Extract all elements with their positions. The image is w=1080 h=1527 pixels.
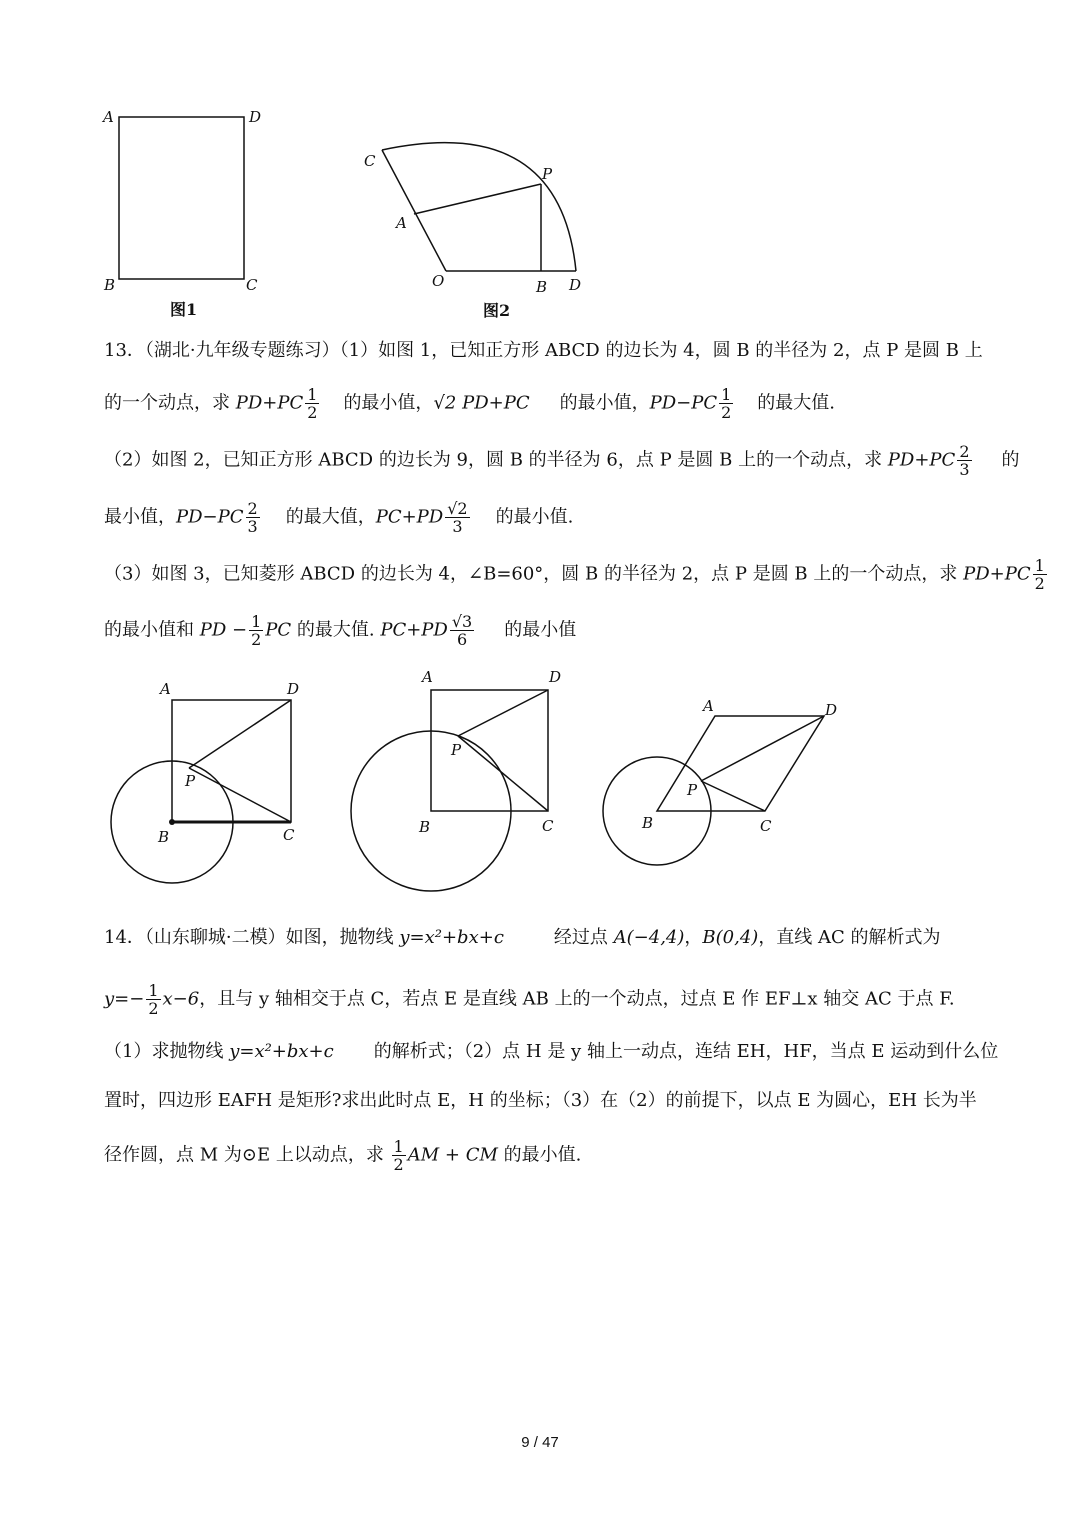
fraction-numerator: 1 [721, 385, 732, 404]
q14-text-3a: （1）求抛物线 [104, 1041, 230, 1062]
q14-parabola-eq-2: y=x²+bx+c [229, 1041, 334, 1062]
q13-expr-5: PD−PC [176, 506, 244, 528]
q13-fraction-5 [246, 500, 260, 535]
mid-fig2-label-P: P [451, 741, 462, 759]
mid-figure-3 [603, 716, 824, 865]
q13-text-2a: 的一个动点，求 [104, 392, 236, 414]
q14-line-eq-2: x−6 [162, 988, 200, 1010]
q13-line-1 [104, 338, 983, 364]
q14-text-1a: 14．（山东聊城·二模）如图，抛物线 [104, 927, 400, 948]
mid-fig1-center-dot [169, 819, 175, 825]
fraction-denominator: 6 [456, 630, 468, 649]
fraction-numerator: √2 [447, 499, 468, 518]
q13-text-4c: 的最小值. [495, 506, 574, 528]
fraction-denominator: 3 [452, 517, 463, 536]
fig1-label-A: A [103, 108, 114, 126]
q13-expr-3: PD−PC [649, 392, 718, 414]
q13-text-2d: 的最大值. [757, 392, 836, 414]
q14-fraction-1 [146, 982, 160, 1017]
fig2-label-C: C [364, 152, 376, 170]
top-figures [0, 0, 1080, 330]
q13-line-4 [104, 500, 573, 535]
mid-fig1-label-A: A [160, 680, 171, 698]
middle-figures [0, 660, 1080, 900]
q13-text-1: 13．（湖北·九年级专题练习）（1）如图 1，已知正方形 ABCD 的边长为 4，圆 B 的半径为 2，点 P 是圆 B 上 [104, 340, 983, 361]
q13-fraction-3 [719, 386, 733, 421]
q13-text-6b: 的最大值. [291, 619, 381, 641]
page-number: 9 / 47 [521, 1434, 559, 1451]
fraction-denominator: 3 [959, 460, 970, 479]
fig2-label-P: P [542, 165, 553, 183]
fraction-denominator: 2 [1034, 574, 1045, 593]
q13-expr-8: PD − [199, 619, 248, 641]
fig1-caption: 图1 [170, 300, 198, 319]
mid-fig2-label-A: A [422, 668, 433, 686]
fraction-denominator: 2 [721, 403, 732, 422]
fig1-label-C: C [246, 276, 258, 294]
fig1-label-D: D [249, 108, 262, 126]
q13-fraction-7 [1033, 557, 1047, 592]
q13-fraction-4 [957, 443, 971, 478]
fig2-label-A: A [396, 214, 407, 232]
fraction-numerator: 1 [148, 981, 159, 1000]
mid-fig2-label-B: B [419, 818, 431, 836]
q13-text-5a: （3）如图 3，已知菱形 ABCD 的边长为 4，∠B=60°，圆 B 的半径为 2，点 P 是圆 B 上的一个动点，求 [104, 563, 964, 585]
q13-expr-1: PD+PC [235, 392, 304, 414]
mid-fig3-label-P: P [687, 781, 698, 799]
fraction-numerator: 1 [393, 1137, 404, 1156]
q13-fraction-1 [305, 386, 319, 421]
q14-text-4: 置时，四边形 EAFH 是矩形?求出此时点 E，H 的坐标；（3）在（2）的前提下，以点 E 为圆心，EH 长为半 [104, 1090, 977, 1111]
mid-figure-2 [351, 690, 548, 891]
mid-figure-1 [111, 700, 291, 883]
q13-line-5 [104, 557, 1049, 592]
q14-line-3 [104, 1039, 998, 1065]
q14-text-5a: 径作圆，点 M 为⊙E 上以动点，求 [104, 1144, 390, 1166]
q14-line-1 [104, 925, 941, 951]
q14-text-5b: 的最小值. [497, 1144, 582, 1166]
fraction-numerator: 2 [959, 442, 970, 461]
q13-fraction-9 [450, 613, 474, 648]
q14-expr-am-cm: AM + CM [407, 1144, 498, 1166]
q14-text-3b: 的解析式；（2）点 H 是 y 轴上一动点，连结 EH，HF，当点 E 运动到什么位 [373, 1041, 999, 1062]
mid-fig1-label-D: D [287, 680, 300, 698]
q13-text-4a: 最小值， [104, 506, 176, 528]
mid-fig3-label-D: D [825, 701, 838, 719]
q13-expr-2: √2 PD+PC [433, 392, 530, 414]
q14-point-B: B(0,4) [702, 927, 759, 948]
mid-fig1-label-P: P [185, 772, 196, 790]
q13-text-3b: 的 [1001, 449, 1020, 471]
q13-text-6c: 的最小值 [504, 619, 577, 641]
fraction-numerator: 1 [1034, 556, 1045, 575]
fraction-denominator: 2 [307, 403, 318, 422]
fig2-label-D: D [569, 276, 582, 294]
q14-parabola-eq: y=x²+bx+c [399, 927, 504, 948]
q14-point-A: A(−4,4) [613, 927, 685, 948]
q13-text-2c: 的最小值， [559, 392, 650, 414]
q13-expr-7: PD+PC [963, 563, 1031, 585]
q13-text-2b: 的最小值， [343, 392, 434, 414]
fraction-denominator: 2 [393, 1155, 404, 1174]
q14-text-1c: ， [684, 927, 703, 948]
q13-expr-9: PC [265, 619, 292, 641]
fraction-denominator: 3 [247, 517, 258, 536]
q14-fraction-2 [392, 1138, 406, 1173]
q14-line-eq-1: y=− [104, 988, 145, 1010]
q14-line-2 [104, 982, 955, 1017]
q14-text-1d: ，直线 AC 的解析式为 [758, 927, 941, 948]
q13-expr-10: PC+PD [380, 619, 448, 641]
mid-fig1-label-B: B [158, 828, 170, 846]
q14-line-5 [104, 1138, 581, 1173]
fig2-label-B: B [536, 278, 548, 296]
q13-line-3 [104, 443, 1020, 478]
figure-1-square [119, 117, 244, 279]
fig1-label-B: B [104, 276, 116, 294]
fraction-numerator: 1 [307, 385, 318, 404]
q13-line-6 [104, 613, 576, 648]
mid-fig2-label-C: C [542, 817, 554, 835]
mid-fig3-label-C: C [760, 817, 772, 835]
q13-expr-4: PD+PC [887, 449, 956, 471]
mid-fig1-label-C: C [283, 826, 295, 844]
fraction-denominator: 2 [148, 999, 159, 1018]
q13-expr-6: PC+PD [375, 506, 444, 528]
q13-text-4b: 的最大值， [285, 506, 376, 528]
mid-fig2-label-D: D [549, 668, 562, 686]
q14-line-4 [104, 1088, 977, 1114]
mid-fig3-label-B: B [642, 814, 654, 832]
q13-line-2 [104, 386, 835, 421]
q13-text-6a: 的最小值和 [104, 619, 200, 641]
fraction-numerator: 2 [247, 499, 258, 518]
fig2-label-O: O [432, 272, 445, 290]
fraction-numerator: √3 [451, 612, 473, 631]
mid-fig3-label-A: A [703, 697, 714, 715]
q14-text-2a: ，且与 y 轴相交于点 C，若点 E 是直线 AB 上的一个动点，过点 E 作 EF⊥x 轴交 AC 于点 F. [199, 988, 955, 1010]
q14-text-1b: 经过点 [553, 927, 614, 948]
q13-fraction-8 [249, 613, 263, 648]
q13-fraction-6 [445, 500, 469, 535]
figure-2-sector [382, 143, 576, 271]
fraction-denominator: 2 [251, 630, 262, 649]
fig2-caption: 图2 [483, 301, 511, 320]
q13-text-3a: （2）如图 2，已知正方形 ABCD 的边长为 9，圆 B 的半径为 6，点 P 是圆 B 上的一个动点，求 [104, 449, 888, 471]
fraction-numerator: 1 [251, 612, 262, 631]
